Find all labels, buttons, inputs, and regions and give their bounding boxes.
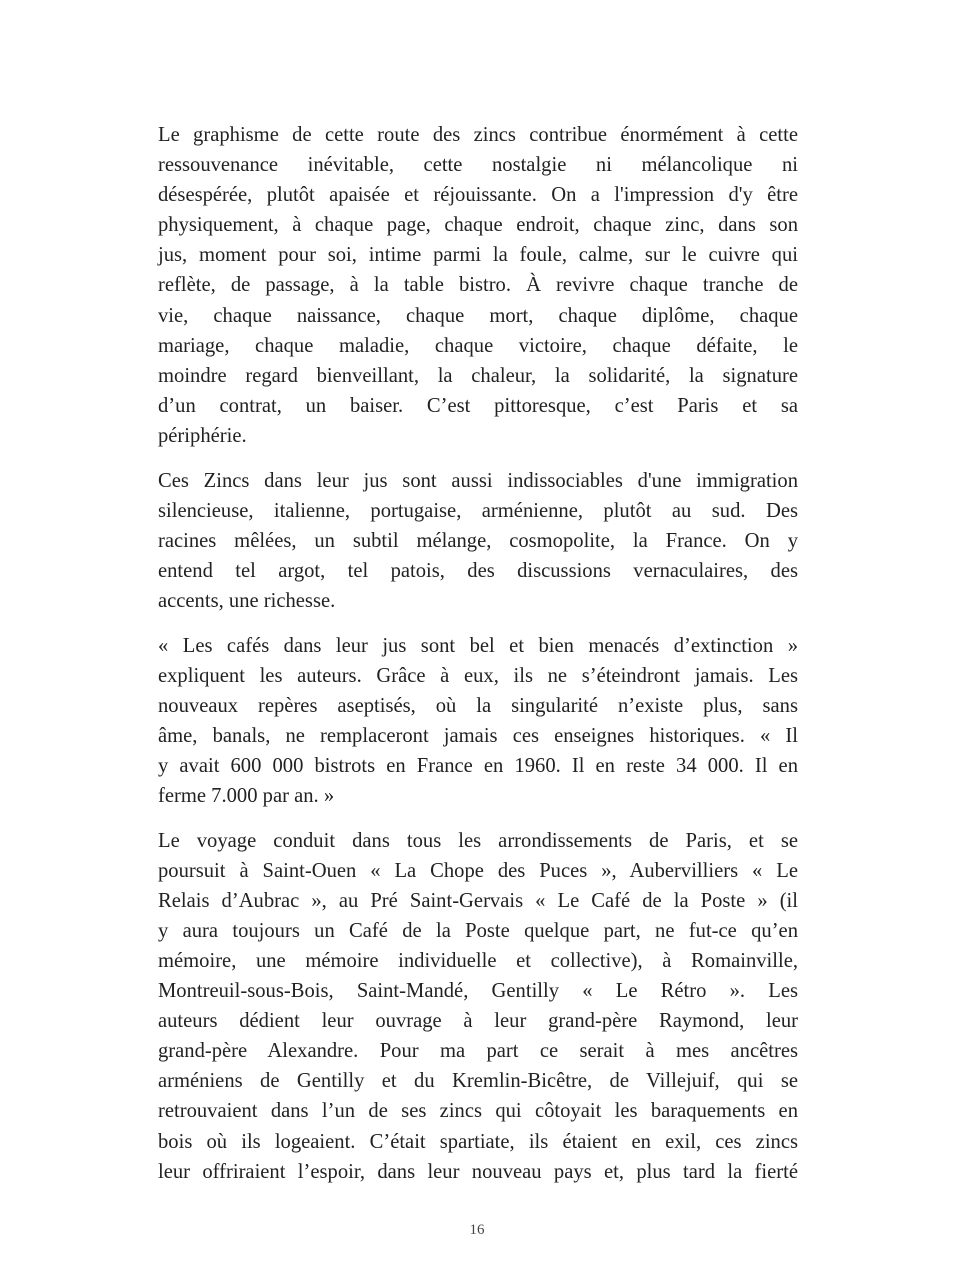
text-line: Montreuil-sous-Bois, Saint-Mandé, Gentilly « Le Rétro ». Les: [158, 980, 798, 1003]
page-number: 16: [469, 1222, 485, 1238]
text-line: Le graphisme de cette route des zincs contribue énormément à cette: [158, 124, 798, 146]
text-line: y aura toujours un Café de la Poste quelque part, ne fut-ce qu’en: [158, 919, 798, 942]
text-line: accents, une richesse.: [158, 589, 336, 612]
text-line: moindre regard bienveillant, la chaleur, la solidarité, la signature: [158, 364, 798, 387]
text-line: grand-père Alexandre. Pour ma part ce serait à mes ancêtres: [158, 1040, 798, 1063]
text-line: « Les cafés dans leur jus sont bel et bien menacés d’extinction »: [158, 634, 798, 657]
paragraph-3: [158, 631, 798, 812]
text-line: âme, banals, ne remplaceront jamais ces enseignes historiques. « Il: [158, 724, 798, 747]
text-line: arméniens de Gentilly et du Kremlin-Bicêtre, de Villejuif, qui se: [158, 1070, 798, 1093]
text-line: expliquent les auteurs. Grâce à eux, ils ne s’éteindront jamais. Les: [158, 664, 798, 687]
text-line: retrouvaient dans l’un de ses zincs qui côtoyait les baraquements en: [158, 1100, 798, 1123]
text-line: mémoire, une mémoire individuelle et collective), à Romainville,: [158, 949, 798, 972]
text-line: auteurs dédient leur ouvrage à leur grand-père Raymond, leur: [158, 1010, 798, 1033]
text-line: Ces Zincs dans leur jus sont aussi indissociables d'une immigration: [158, 469, 798, 492]
text-line: bois où ils logeaient. C’était spartiate, ils étaient en exil, ces zincs: [158, 1130, 798, 1153]
text-line: désespérée, plutôt apaisée et réjouissante. On a l'impression d'y être: [158, 184, 798, 207]
paragraph-4: [158, 826, 798, 1187]
text-line: périphérie.: [158, 424, 247, 447]
paragraph-1: [158, 120, 798, 451]
paragraph-2: [158, 466, 798, 616]
text-line: physiquement, à chaque page, chaque endroit, chaque zinc, dans son: [158, 214, 798, 237]
text-line: entend tel argot, tel patois, des discussions vernaculaires, des: [158, 559, 798, 582]
text-line: Relais d’Aubrac », au Pré Saint-Gervais « Le Café de la Poste » (il: [158, 889, 798, 912]
text-line: silencieuse, italienne, portugaise, arménienne, plutôt au sud. Des: [158, 499, 798, 522]
text-line: jus, moment pour soi, intime parmi la foule, calme, sur le cuivre qui: [158, 244, 798, 267]
text-line: racines mêlées, un subtil mélange, cosmopolite, la France. On y: [158, 529, 798, 552]
body-text: [158, 120, 798, 1201]
text-line: vie, chaque naissance, chaque mort, chaque diplôme, chaque: [158, 304, 798, 327]
text-line: d’un contrat, un baiser. C’est pittoresque, c’est Paris et sa: [158, 394, 798, 417]
text-line: mariage, chaque maladie, chaque victoire, chaque défaite, le: [158, 334, 798, 357]
text-line: nouveaux repères aseptisés, où la singularité n’existe plus, sans: [158, 694, 798, 717]
text-line: reflète, de passage, à la table bistro. À revivre chaque tranche de: [158, 274, 798, 297]
text-line: Le voyage conduit dans tous les arrondissements de Paris, et se: [158, 829, 798, 852]
text-line: leur offriraient l’espoir, dans leur nouveau pays et, plus tard la fierté: [158, 1160, 798, 1183]
text-line: poursuit à Saint-Ouen « La Chope des Puces », Aubervilliers « Le: [158, 859, 798, 882]
text-line: ressouvenance inévitable, cette nostalgie ni mélancolique ni: [158, 154, 798, 177]
text-line: y avait 600 000 bistrots en France en 1960. Il en reste 34 000. Il en: [158, 754, 798, 777]
text-line: ferme 7.000 par an. »: [158, 784, 335, 807]
